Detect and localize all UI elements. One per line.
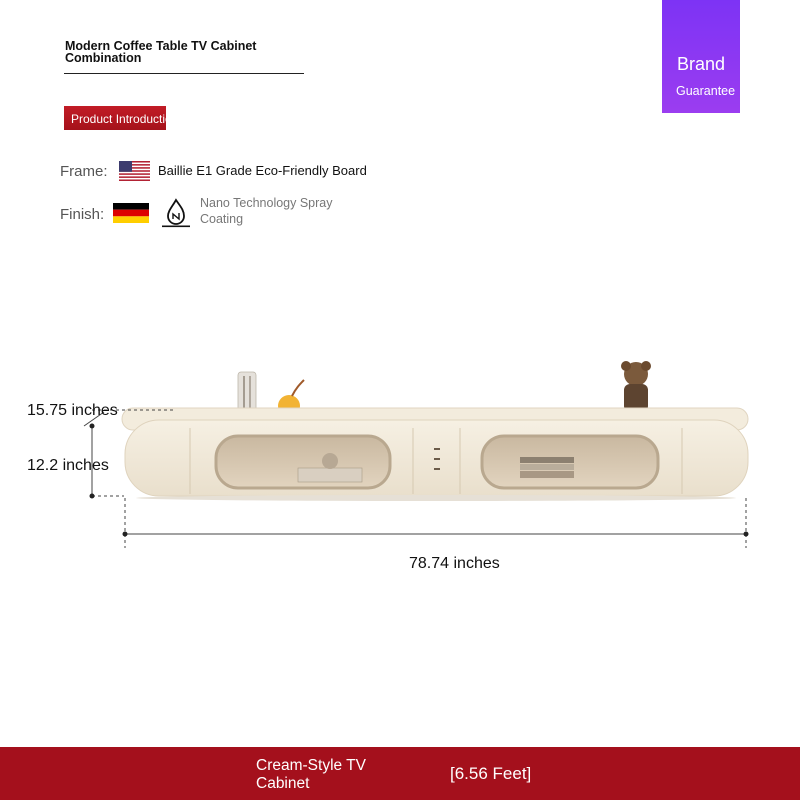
- finish-label: Finish:: [60, 206, 105, 223]
- us-flag-icon: [119, 161, 150, 181]
- footer-product-name: Cream-Style TV Cabinet: [256, 757, 366, 792]
- page-title: Modern Coffee Table TV Cabinet Combination: [65, 39, 257, 65]
- germany-flag-icon: [113, 203, 149, 223]
- brand-subtitle: Guarantee: [676, 84, 736, 98]
- height-dimension-label: 12.2 inches: [27, 457, 109, 474]
- tv-cabinet-illustration: [0, 340, 800, 570]
- footer-size-label: [6.56 Feet]: [450, 764, 532, 783]
- width-dimension-label: 78.74 inches: [409, 555, 500, 572]
- nano-flame-icon: [159, 198, 193, 228]
- finish-coating-text: Nano Technology Spray Coating: [200, 196, 333, 226]
- depth-dimension-label: 15.75 inches: [27, 402, 118, 419]
- frame-material-text: Baillie E1 Grade Eco-Friendly Board: [158, 163, 367, 178]
- product-intro-label: Product Introduction: [71, 112, 179, 126]
- frame-label: Frame:: [60, 163, 108, 180]
- brand-guarantee-box: [662, 0, 740, 113]
- brand-word: Brand: [677, 54, 726, 74]
- title-underline: [64, 73, 304, 74]
